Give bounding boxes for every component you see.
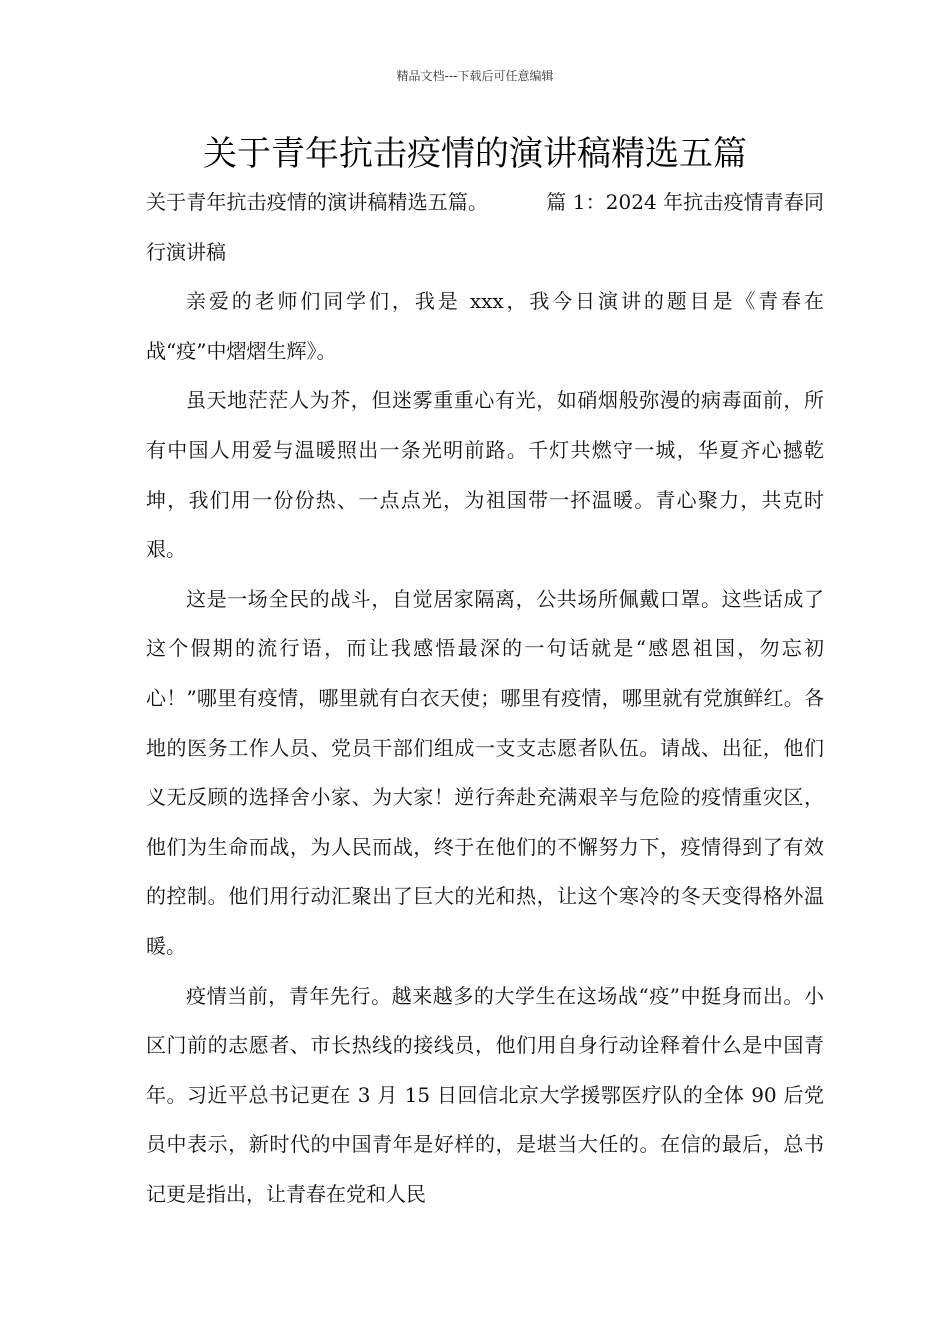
paragraph: 虽天地茫茫人为芥，但迷雾重重心有光，如硝烟般弥漫的病毒面前，所有中国人用爱与温暖照出一条光明前路。千灯共燃守一城，华夏齐心撼乾坤，我们用一份份热、一点点光，为祖国带一抔温暖。青心聚力，共克时艰。 (146, 388, 824, 562)
document-body (146, 178, 824, 1219)
intro-sentence: 关于青年抗击疫情的演讲稿精选五篇。 (146, 190, 489, 214)
paragraph: 这是一场全民的战斗，自觉居家隔离，公共场所佩戴口罩。这些话成了这个假期的流行语，而让我感悟最深的一句话就是“感恩祖国，勿忘初心！”哪里有疫情，哪里就有白衣天使；哪里有疫情，哪里就有党旗鲜红。各地的医务工作人员、党员干部们组成一支支志愿者队伍。请战、出征，他们义无反顾的选择舍小家、为大家！逆行奔赴充满艰辛与危险的疫情重灾区，他们为生命而战，为人民而战，终于在他们的不懈努力下，疫情得到了有效的控制。他们用行动汇聚出了巨大的光和热，让这个寒冷的冬天变得格外温暖。 (146, 586, 824, 958)
section-heading: 篇 1：2024 年抗击疫情青春同行演讲稿 (146, 190, 825, 264)
page-header: 精品文档---下载后可任意编辑 (396, 69, 554, 83)
paragraph: 疫情当前，青年先行。越来越多的大学生在这场战“疫”中挺身而出。小区门前的志愿者、市长热线的接线员，他们用自身行动诠释着什么是中国青年。习近平总书记更在 3 月 15 日回信北京大学援鄂医疗队的全体 90 后党员中表示，新时代的中国青年是好样的，是堪当大任的。在信的最后，总书记更是指出，让青春在党和人民 (146, 983, 824, 1206)
intro-line (146, 178, 824, 277)
paragraph: 亲爱的老师们同学们，我是 xxx，我今日演讲的题目是《青春在战“疫”中熠熠生辉》。 (146, 289, 824, 363)
document-title: 关于青年抗击疫情的演讲稿精选五篇 (203, 134, 747, 174)
